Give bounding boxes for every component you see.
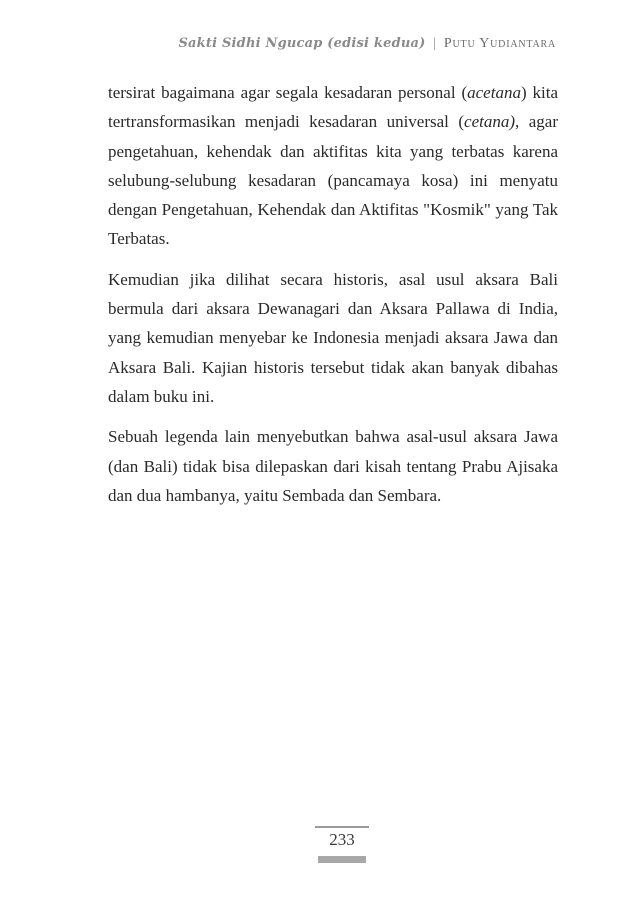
page-body bbox=[108, 78, 558, 521]
paragraph-1 bbox=[108, 78, 558, 254]
paragraph-1-text-a: tersirat bagaimana agar segala kesadaran personal ( bbox=[108, 83, 468, 102]
book-title: Sakti Sidhi Ngucap (edisi kedua) bbox=[178, 36, 426, 51]
page-number: 233 bbox=[315, 826, 369, 850]
header-separator: | bbox=[433, 36, 437, 51]
paragraph-3: Sebuah legenda lain menyebutkan bahwa asal-usul aksara Jawa (dan Bali) tidak bisa dilepaskan dari kisah tentang Prabu Ajisaka dan dua hambanya, yaitu Sembada dan Sembara. bbox=[108, 427, 558, 505]
author-name: Putu Yudiantara bbox=[443, 36, 556, 51]
paragraph-1-text-b: ) kita tertransformasikan menjadi kesadaran universal ( bbox=[108, 83, 558, 132]
running-header bbox=[178, 36, 556, 52]
paragraph-2: Kemudian jika dilihat secara historis, asal usul aksara Bali bermula dari aksara Dewanagari dan Aksara Pallawa di India, yang kemudian menyebar ke Indonesia menjadi aksara Jawa dan Aksara Bali. Kajian historis tersebut tidak akan banyak dibahas dalam buku ini. bbox=[108, 269, 558, 406]
paragraph-1-text-c: agar pengetahuan, kehendak dan aktifitas kita yang terbatas karena selubung-selubung kesadaran (pancamaya kosa) ini menyatu dengan Pengetahuan, Kehendak dan Aktifitas "Kosmik" yang Tak Terbatas. bbox=[108, 112, 558, 249]
page-number-bar bbox=[318, 856, 366, 863]
term-acetana: acetana bbox=[467, 83, 521, 102]
page-footer bbox=[315, 826, 369, 863]
term-cetana: cetana), bbox=[464, 112, 520, 132]
